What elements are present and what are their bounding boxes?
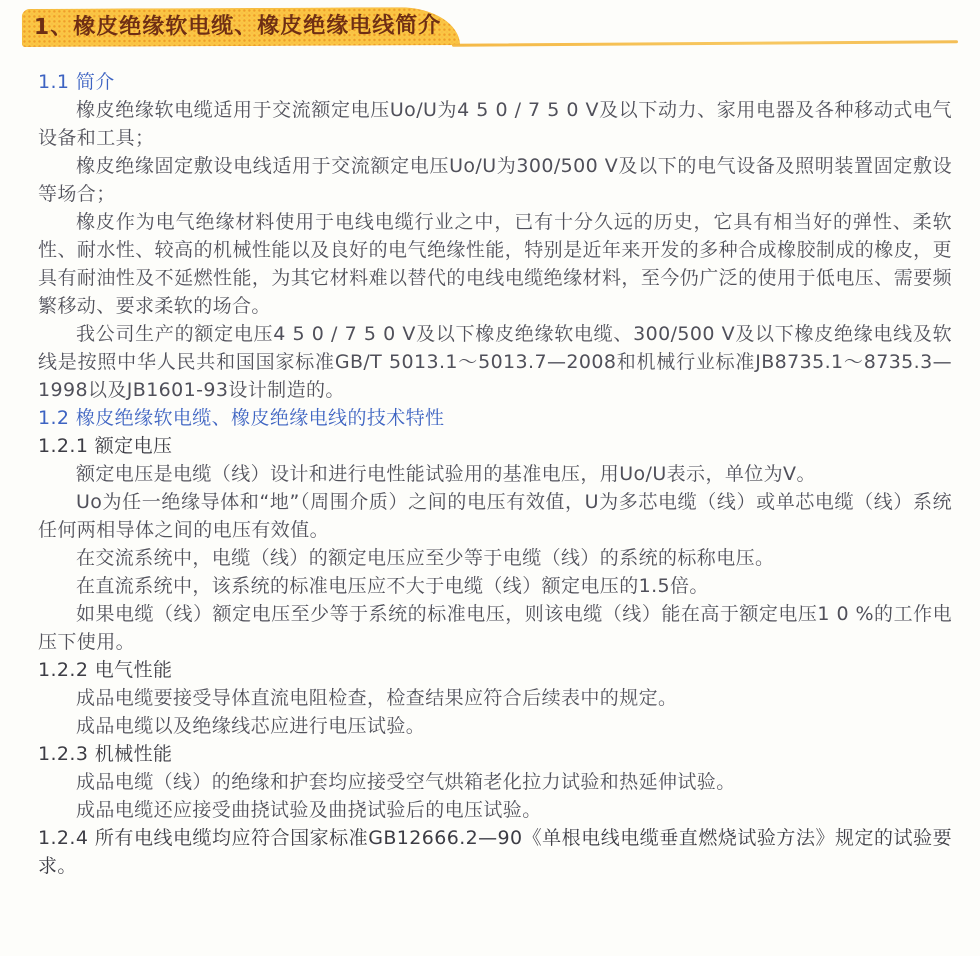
- paragraph: 成品电缆以及绝缘线芯应进行电压试验。: [76, 715, 426, 737]
- paragraph: 成品电缆还应接受曲挠试验及曲挠试验后的电压试验。: [76, 799, 542, 821]
- heading-1-2-3: 1.2.3 机械性能: [38, 743, 173, 765]
- paragraph: 成品电缆要接受导体直流电阻检查，检查结果应符合后续表中的规定。: [76, 687, 678, 709]
- paragraph: 成品电缆（线）的绝缘和护套均应接受空气烘箱老化拉力试验和热延伸试验。: [76, 771, 736, 793]
- paragraph: 在直流系统中，该系统的标准电压应不大于电缆（线）额定电压的1.5倍。: [76, 575, 709, 597]
- paragraph: Uo为任一绝缘导体和“地”（周围介质）之间的电压有效值，U为多芯电缆（线）或单芯电缆（线）系统任何两相导体之间的电压有效值。: [38, 491, 952, 541]
- heading-1-1: 1.1 简介: [38, 71, 115, 93]
- heading-1-2-1: 1.2.1 额定电压: [38, 435, 173, 457]
- paragraph: 如果电缆（线）额定电压至少等于系统的标准电压，则该电缆（线）能在高于额定电压1 0 %的工作电压下使用。: [38, 603, 952, 653]
- paragraph: 橡皮绝缘软电缆适用于交流额定电压Uo/U为4 5 0 / 7 5 0 V及以下动力、家用电器及各种移动式电气设备和工具；: [38, 99, 952, 149]
- paragraph: 额定电压是电缆（线）设计和进行电性能试验用的基准电压，用Uo/U表示，单位为V。: [76, 463, 816, 485]
- paragraph: 橡皮绝缘固定敷设电线适用于交流额定电压Uo/U为300/500 V及以下的电气设备及照明装置固定敷设等场合；: [38, 155, 952, 205]
- page-title: 1、橡皮绝缘软电缆、橡皮绝缘电线简介: [33, 13, 442, 40]
- heading-1-2-4: 1.2.4 所有电线电缆均应符合国家标准GB12666.2—90《单根电线电缆垂直燃烧试验方法》规定的试验要求。: [38, 827, 952, 877]
- heading-1-2: 1.2 橡皮绝缘软电缆、橡皮绝缘电线的技术特性: [38, 407, 445, 429]
- heading-1-2-2: 1.2.2 电气性能: [38, 659, 173, 681]
- paragraph: 橡皮作为电气绝缘材料使用于电线电缆行业之中，已有十分久远的历史，它具有相当好的弹性、柔软性、耐水性、较高的机械性能以及良好的电气绝缘性能，特别是近年来开发的多种合成橡胶制成的橡皮，更具有耐油性及不延燃性能，为其它材料难以替代的电线电缆绝缘材料，至今仍广泛的使用于低电压、需要频繁移动、要求柔软的场合。: [38, 211, 952, 317]
- paragraph: 我公司生产的额定电压4 5 0 / 7 5 0 V及以下橡皮绝缘软电缆、300/500 V及以下橡皮绝缘电线及软线是按照中华人民共和国国家标准GB/T 5013.1～5013.7—2008和机械行业标准JB8735.1～8735.3—1998以及JB1601-93设计制造的。: [38, 323, 952, 401]
- section-banner: [22, 5, 958, 49]
- document-body: [38, 68, 952, 880]
- banner-rule-line: [452, 40, 958, 47]
- paragraph: 在交流系统中，电缆（线）的额定电压应至少等于电缆（线）的系统的标称电压。: [76, 547, 775, 569]
